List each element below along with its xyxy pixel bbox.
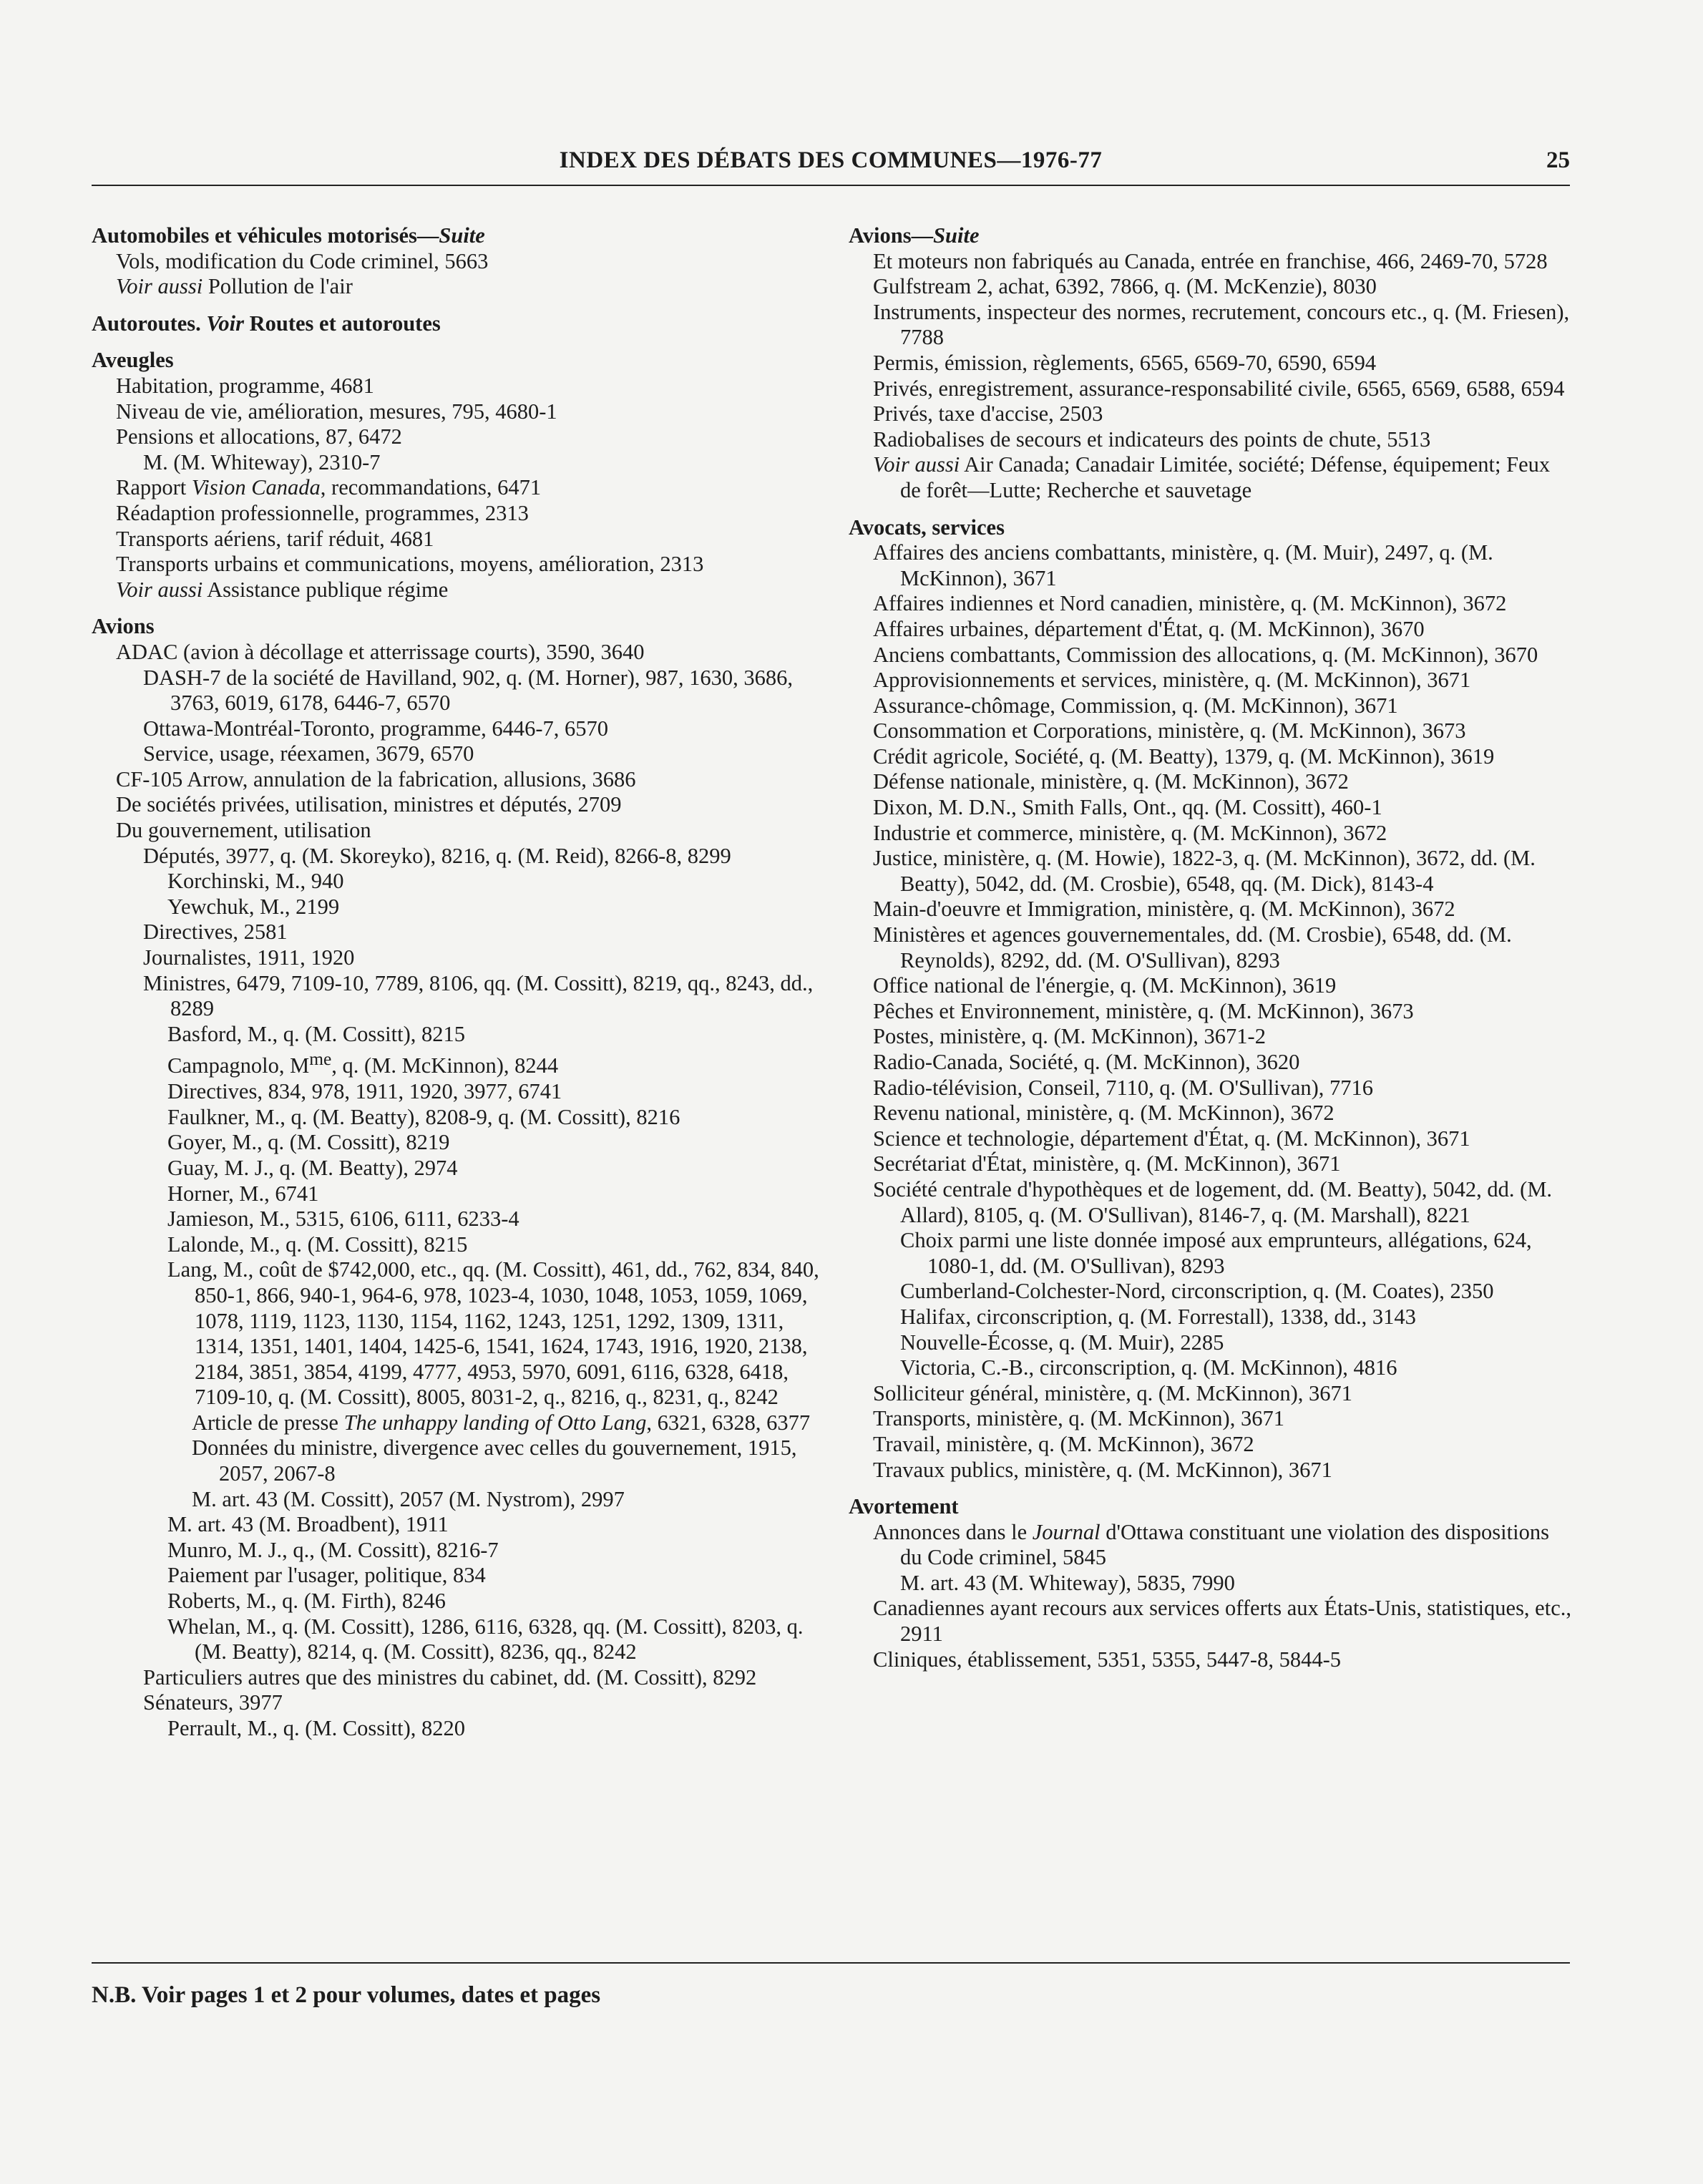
entry-text: Nouvelle-Écosse, q. (M. Muir), 2285	[900, 1330, 1224, 1355]
index-heading	[92, 348, 821, 374]
index-entry	[116, 792, 821, 818]
entry-text: Affaires indiennes et Nord canadien, ministère, q. (M. McKinnon), 3672	[873, 591, 1507, 616]
index-entry	[873, 274, 1571, 300]
entry-text: Campagnolo, M	[167, 1053, 310, 1078]
index-entry	[119, 920, 821, 945]
entry-text: Office national de l'énergie, q. (M. McKinnon), 3619	[873, 973, 1337, 998]
entry-text: Rapport	[116, 475, 192, 500]
index-entry	[873, 1151, 1571, 1177]
index-entry	[876, 1330, 1571, 1356]
entry-text: Pensions et allocations, 87, 6472	[116, 424, 402, 449]
entry-text: Avions	[92, 614, 155, 639]
index-entry	[873, 1406, 1571, 1432]
entry-text: Radio-télévision, Conseil, 7110, q. (M. O'Sullivan), 7716	[873, 1075, 1374, 1100]
entry-text: Yewchuk, M., 2199	[167, 894, 340, 919]
entry-text: De sociétés privées, utilisation, ministres et députés, 2709	[116, 792, 622, 817]
entry-text: Privés, enregistrement, assurance-responsabilité civile, 6565, 6569, 6588, 6594	[873, 376, 1565, 401]
italic-text: Voir	[206, 311, 244, 336]
entry-text: Travail, ministère, q. (M. McKinnon), 3672	[873, 1431, 1254, 1456]
index-heading	[849, 223, 1571, 249]
index-entry	[873, 693, 1571, 719]
entry-text: Guay, M. J., q. (M. Beatty), 2974	[167, 1155, 458, 1180]
entry-text: Du gouvernement, utilisation	[116, 818, 371, 843]
index-heading	[92, 223, 821, 249]
superscript-text: me	[309, 1049, 332, 1070]
index-entry	[116, 475, 821, 501]
entry-text: Munro, M. J., q., (M. Cossitt), 8216-7	[167, 1537, 499, 1562]
index-entry	[873, 897, 1571, 922]
entry-text: Consommation et Corporations, ministère, q. (M. McKinnon), 3673	[873, 718, 1466, 744]
index-entry	[873, 1647, 1571, 1673]
index-entry	[119, 945, 821, 971]
page-header	[92, 147, 1570, 182]
index-entry	[873, 401, 1571, 427]
index-entry	[119, 1130, 821, 1156]
entry-text-tail: , q. (M. McKinnon), 8244	[331, 1053, 559, 1078]
entry-text: Roberts, M., q. (M. Firth), 8246	[167, 1589, 446, 1614]
index-entry	[116, 577, 821, 603]
index-entry	[873, 769, 1571, 795]
entry-text: Basford, M., q. (M. Cossitt), 8215	[167, 1021, 465, 1046]
index-entry	[119, 1156, 821, 1181]
index-entry	[873, 1050, 1571, 1076]
index-entry	[119, 1538, 821, 1564]
index-entry	[873, 998, 1571, 1025]
index-entry	[116, 526, 821, 552]
index-entry	[119, 1047, 821, 1079]
entry-text: Secrétariat d'État, ministère, q. (M. McKinnon), 3671	[873, 1151, 1341, 1176]
index-entry	[116, 766, 821, 793]
entry-text: M. art. 43 (M. Broadbent), 1911	[167, 1512, 449, 1537]
index-entry	[873, 1024, 1571, 1050]
index-entry	[873, 248, 1571, 275]
entry-text: Transports, ministère, q. (M. McKinnon), 3671	[873, 1406, 1284, 1431]
entry-text: Transports aériens, tarif réduit, 4681	[116, 526, 434, 551]
entry-text: Halifax, circonscription, q. (M. Forrestall), 1338, dd., 3143	[900, 1304, 1416, 1329]
entry-text: Société centrale d'hypothèques et de logement, dd. (M. Beatty), 5042, dd. (M. Allard), 8105, q. (M. O'Sullivan), 8146-7, q. (M. Marshall), 8221	[873, 1176, 1553, 1227]
index-entry	[873, 350, 1571, 376]
index-entry	[119, 1563, 821, 1589]
index-entry	[116, 373, 821, 399]
index-entry	[873, 922, 1571, 973]
entry-text: Air Canada; Canadair Limitée, société; Défense, équipement; Feux de forêt—Lutte; Recherche et sauvetage	[900, 452, 1551, 502]
index-entry	[873, 376, 1571, 402]
entry-text-tail: , recommandations, 6471	[320, 475, 542, 500]
entry-text: Avocats, services	[849, 515, 1005, 540]
entry-text: Horner, M., 6741	[167, 1181, 319, 1206]
entry-text: Perrault, M., q. (M. Cossitt), 8220	[167, 1716, 465, 1740]
entry-text: Travaux publics, ministère, q. (M. McKinnon), 3671	[873, 1457, 1332, 1482]
index-entry	[119, 1022, 821, 1048]
entry-text: Particuliers autres que des ministres du cabinet, dd. (M. Cossitt), 8292	[143, 1664, 757, 1690]
entry-text: Jamieson, M., 5315, 6106, 6111, 6233-4	[167, 1206, 519, 1232]
index-entry	[116, 399, 821, 425]
index-entry	[116, 424, 821, 450]
index-entry	[873, 795, 1571, 821]
entry-text: Permis, émission, règlements, 6565, 6569-70, 6590, 6594	[873, 350, 1377, 375]
entry-text: Radio-Canada, Société, q. (M. McKinnon), 3620	[873, 1050, 1300, 1074]
index-entry	[873, 846, 1571, 897]
index-entry	[873, 299, 1571, 351]
entry-text: Automobiles et véhicules motorisés—	[92, 223, 439, 248]
entry-text: Service, usage, réexamen, 3679, 6570	[143, 741, 474, 766]
entry-text: ADAC (avion à décollage et atterrissage courts), 3590, 3640	[116, 639, 645, 664]
entry-text: Gulfstream 2, achat, 6392, 7866, q. (M. McKenzie), 8030	[873, 274, 1377, 299]
entry-text: Journalistes, 1911, 1920	[143, 945, 355, 970]
entry-text: Affaires urbaines, département d'État, q. (M. McKinnon), 3670	[873, 616, 1425, 641]
index-entry	[873, 426, 1571, 453]
footer-note: N.B. Voir pages 1 et 2 pour volumes, dates et pages	[92, 1982, 601, 2008]
index-entry	[116, 500, 821, 527]
entry-text: Canadiennes ayant recours aux services offerts aux États-Unis, statistiques, etc., 2911	[873, 1596, 1571, 1647]
entry-text: Science et technologie, département d'État, q. (M. McKinnon), 3671	[873, 1126, 1470, 1151]
entry-text: Vols, modification du Code criminel, 5663	[116, 248, 489, 273]
entry-text: Faulkner, M., q. (M. Beatty), 8208-9, q. (M. Cossitt), 8216	[167, 1104, 680, 1129]
index-entry	[873, 718, 1571, 744]
see-also-label: Voir aussi	[873, 452, 960, 477]
index-entry	[119, 741, 821, 767]
index-entry	[873, 1176, 1571, 1228]
entry-text: Main-d'oeuvre et Immigration, ministère, q. (M. McKinnon), 3672	[873, 897, 1455, 922]
index-entry	[119, 1105, 821, 1131]
entry-text-tail: , 6321, 6328, 6377	[646, 1410, 811, 1435]
entry-text: Cumberland-Colchester-Nord, circonscription, q. (M. Coates), 2350	[900, 1279, 1494, 1304]
index-entry	[873, 1519, 1571, 1571]
entry-text: Ministères et agences gouvernementales, dd. (M. Crosbie), 6548, dd. (M. Reynolds), 8292, dd. (M. O'Sullivan), 8293	[873, 922, 1512, 972]
index-entry	[873, 668, 1571, 693]
entry-text: Anciens combattants, Commission des allocations, q. (M. McKinnon), 3670	[873, 642, 1538, 667]
entry-text: Assistance publique régime	[202, 577, 449, 602]
index-entry	[119, 450, 821, 476]
index-entry	[876, 1228, 1571, 1279]
running-title: INDEX DES DÉBATS DES COMMUNES—1976-77	[559, 147, 1103, 173]
entry-text: Pêches et Environnement, ministère, q. (M. McKinnon), 3673	[873, 998, 1414, 1023]
index-entry	[119, 1257, 821, 1410]
entry-text: Paiement par l'usager, politique, 834	[167, 1563, 486, 1588]
entry-text: CF-105 Arrow, annulation de la fabrication, allusions, 3686	[116, 766, 636, 791]
index-entry	[873, 1457, 1571, 1483]
entry-text: Annonces dans le	[873, 1519, 1033, 1544]
index-entry	[873, 973, 1571, 999]
entry-text: Crédit agricole, Société, q. (M. Beatty), 1379, q. (M. McKinnon), 3619	[873, 744, 1495, 769]
index-entry	[873, 1380, 1571, 1407]
entry-text: Aveugles	[92, 348, 174, 373]
index-entry	[116, 639, 821, 666]
index-entry	[119, 1589, 821, 1614]
index-entry	[876, 1355, 1571, 1381]
right-column	[849, 223, 1571, 1672]
entry-text: Réadaption professionnelle, programmes, 2313	[116, 500, 529, 525]
italic-text: Journal	[1032, 1519, 1101, 1544]
left-column	[92, 223, 821, 1742]
index-entry	[119, 1079, 821, 1105]
entry-text: Postes, ministère, q. (M. McKinnon), 3671-2	[873, 1024, 1266, 1049]
entry-text: Goyer, M., q. (M. Cossitt), 8219	[167, 1130, 450, 1155]
index-entry	[119, 1512, 821, 1538]
entry-text: Cliniques, établissement, 5351, 5355, 5447-8, 5844-5	[873, 1647, 1341, 1672]
index-entry	[119, 716, 821, 742]
index-entry	[116, 552, 821, 577]
index-entry	[873, 1596, 1571, 1647]
entry-text: Affaires des anciens combattants, ministère, q. (M. Muir), 2497, q. (M. McKinnon), 3671	[873, 540, 1493, 590]
index-entry	[873, 744, 1571, 770]
entry-text: Niveau de vie, amélioration, mesures, 795, 4680-1	[116, 399, 557, 424]
index-entry	[119, 1487, 821, 1513]
italic-text: Suite	[933, 223, 980, 248]
entry-text: Ministres, 6479, 7109-10, 7789, 8106, qq. (M. Cossitt), 8219, qq., 8243, dd., 8289	[143, 970, 814, 1021]
see-also-label: Voir aussi	[116, 274, 203, 299]
index-entry	[116, 248, 821, 275]
index-entry	[119, 1232, 821, 1258]
header-rule	[92, 185, 1570, 186]
entry-text: Directives, 2581	[143, 920, 288, 945]
entry-text: Solliciteur général, ministère, q. (M. McKinnon), 3671	[873, 1380, 1353, 1405]
index-entry	[873, 1075, 1571, 1101]
index-entry	[119, 1690, 821, 1716]
entry-text: Lang, M., coût de $742,000, etc., qq. (M. Cossitt), 461, dd., 762, 834, 840, 850-1, 866, 940-1, 964-6, 978, 1023-4, 1030, 1048, 1053, 1059, 1069, 1078, 1119, 1123, 1130, 1154, 1162, 1243, 1251, 1292, 1309, 1311, 1314, 1351, 1401, 1404, 1425-6, 1541, 1624, 1743, 1916, 1920, 2138, 2184, 3851, 3854, 4199, 4777, 4953, 5970, 6091, 6116, 6328, 6418, 7109-10, q. (M. Cossitt), 8005, 8031-2, q., 8216, q., 8231, q., 8242	[167, 1257, 819, 1410]
see-also-label: Voir aussi	[116, 577, 203, 602]
index-entry	[876, 1279, 1571, 1305]
index-entry	[119, 894, 821, 920]
entry-text: Sénateurs, 3977	[143, 1690, 283, 1715]
entry-text: Transports urbains et communications, moyens, amélioration, 2313	[116, 552, 704, 577]
index-heading	[849, 515, 1571, 541]
entry-text: Pollution de l'air	[202, 274, 353, 299]
entry-text: Victoria, C.-B., circonscription, q. (M. McKinnon), 4816	[900, 1355, 1397, 1380]
entry-text: Industrie et commerce, ministère, q. (M. McKinnon), 3672	[873, 820, 1387, 845]
entry-text: Députés, 3977, q. (M. Skoreyko), 8216, q. (M. Reid), 8266-8, 8299	[143, 843, 731, 868]
entry-text: Korchinski, M., 940	[167, 869, 344, 894]
entry-text: DASH-7 de la société de Havilland, 902, q. (M. Horner), 987, 1630, 3686, 3763, 6019, 6178, 6446-7, 6570	[143, 665, 794, 716]
entry-text-tail: d'Ottawa constituant une violation des dispositions du Code criminel, 5845	[900, 1519, 1549, 1570]
index-entry	[119, 1206, 821, 1232]
entry-text: Lalonde, M., q. (M. Cossitt), 8215	[167, 1232, 468, 1257]
index-heading	[92, 614, 821, 640]
index-entry	[873, 642, 1571, 668]
page-number: 25	[1546, 147, 1570, 173]
entry-text: M. art. 43 (M. Cossitt), 2057 (M. Nystrom), 2997	[192, 1486, 625, 1511]
index-entry	[116, 818, 821, 844]
index-entry	[873, 820, 1571, 847]
index-entry	[119, 844, 821, 869]
footer-rule	[92, 1962, 1570, 1964]
index-entry	[873, 452, 1571, 503]
index-entry	[119, 666, 821, 716]
italic-text: Vision Canada	[191, 475, 321, 500]
index-entry	[116, 274, 821, 300]
italic-text: The unhappy landing of Otto Lang	[343, 1410, 647, 1435]
index-entry	[873, 591, 1571, 617]
entry-text: Données du ministre, divergence avec celles du gouvernement, 1915, 2057, 2067-8	[192, 1435, 797, 1486]
entry-text: Directives, 834, 978, 1911, 1920, 3977, 6741	[167, 1079, 562, 1104]
entry-text: Habitation, programme, 4681	[116, 373, 374, 398]
entry-text: M. art. 43 (M. Whiteway), 5835, 7990	[900, 1570, 1235, 1595]
index-entry	[873, 616, 1571, 643]
entry-text: Whelan, M., q. (M. Cossitt), 1286, 6116, 6328, qq. (M. Cossitt), 8203, q. (M. Beatty), 8214, q. (M. Cossitt), 8236, qq., 8242	[167, 1614, 804, 1664]
entry-text: Instruments, inspecteur des normes, recrutement, concours etc., q. (M. Friesen), 7788	[873, 299, 1570, 350]
index-entry	[873, 1101, 1571, 1126]
index-entry	[873, 540, 1571, 591]
index-entry	[119, 1410, 821, 1436]
entry-text-tail: Routes et autoroutes	[243, 311, 441, 336]
index-entry	[119, 1435, 821, 1486]
entry-text: Article de presse	[192, 1410, 344, 1435]
index-heading	[849, 1494, 1571, 1520]
index-entry	[873, 1126, 1571, 1152]
index-entry	[873, 1431, 1571, 1458]
entry-text: Radiobalises de secours et indicateurs des points de chute, 5513	[873, 426, 1431, 452]
entry-text: Privés, taxe d'accise, 2503	[873, 401, 1103, 426]
index-entry	[119, 971, 821, 1022]
entry-text: Justice, ministère, q. (M. Howie), 1822-3, q. (M. McKinnon), 3672, dd. (M. Beatty), 5042, dd. (M. Crosbie), 6548, qq. (M. Dick), 8143-4	[873, 846, 1536, 896]
entry-text: Approvisionnements et services, ministère, q. (M. McKinnon), 3671	[873, 668, 1471, 693]
entry-text: Ottawa-Montréal-Toronto, programme, 6446-7, 6570	[143, 716, 609, 741]
entry-text: Défense nationale, ministère, q. (M. McKinnon), 3672	[873, 769, 1349, 794]
entry-text: Choix parmi une liste donnée imposé aux emprunteurs, allégations, 624, 1080-1, dd. (M. O'Sullivan), 8293	[900, 1228, 1532, 1278]
entry-text: Revenu national, ministère, q. (M. McKinnon), 3672	[873, 1101, 1334, 1126]
entry-text: Assurance-chômage, Commission, q. (M. McKinnon), 3671	[873, 693, 1398, 718]
index-entry	[119, 1716, 821, 1742]
index-entry	[876, 1305, 1571, 1330]
index-heading	[92, 311, 821, 337]
entry-text: Et moteurs non fabriqués au Canada, entrée en franchise, 466, 2469-70, 5728	[873, 248, 1548, 273]
index-entry	[876, 1571, 1571, 1596]
entry-text: Avions—	[849, 223, 934, 248]
entry-text: Autoroutes.	[92, 311, 207, 336]
index-entry	[119, 1665, 821, 1691]
index-entry	[119, 1181, 821, 1207]
entry-text: Dixon, M. D.N., Smith Falls, Ont., qq. (M. Cossitt), 460-1	[873, 795, 1382, 820]
entry-text: M. (M. Whiteway), 2310-7	[143, 449, 381, 474]
italic-text: Suite	[439, 223, 485, 248]
index-entry	[119, 1614, 821, 1665]
index-entry	[119, 869, 821, 894]
entry-text: Avortement	[849, 1494, 959, 1519]
